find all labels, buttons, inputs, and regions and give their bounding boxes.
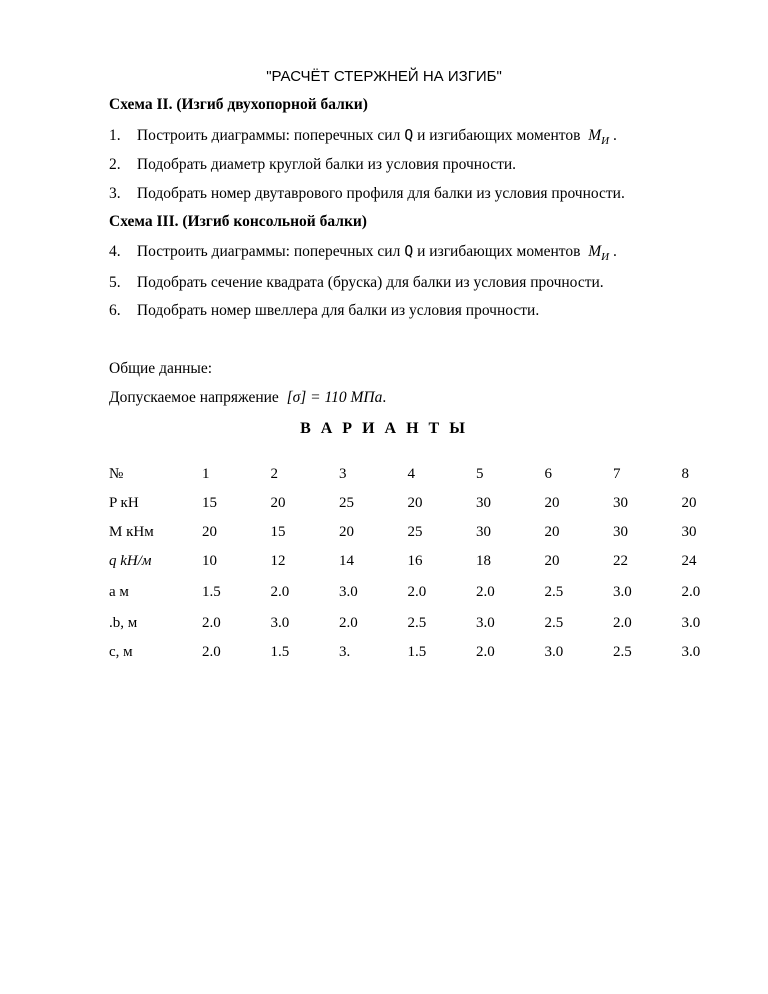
table-cell: 25 <box>407 524 423 540</box>
row-label: .b, м <box>109 615 138 631</box>
table-cell: 22 <box>613 553 628 569</box>
table-cell: 2.5 <box>544 584 564 600</box>
table-cell: 8 <box>681 466 689 482</box>
table-cell: 3.0 <box>681 615 701 631</box>
table-cell: 20 <box>202 524 217 540</box>
task-text: Подобрать сечение квадрата (бруска) для балки из условия прочности. <box>136 274 604 291</box>
task-end: . <box>612 127 617 144</box>
table-cell: 20 <box>339 524 354 540</box>
table-cell: 2 <box>270 466 278 482</box>
task-text: Подобрать номер двутаврового профиля для балки из условия прочности. <box>136 185 625 202</box>
task-text: Подобрать номер швеллера для балки из условия прочности. <box>136 302 540 319</box>
table-cell: 4 <box>407 466 415 482</box>
table-cell: 20 <box>270 495 286 511</box>
table-cell: 3.0 <box>544 644 564 660</box>
table-cell: 16 <box>407 553 423 569</box>
table-cell: 30 <box>476 524 491 540</box>
general-data-label: Общие данные: <box>109 360 213 377</box>
table-cell: 15 <box>270 524 286 540</box>
symbol-m: M <box>588 127 602 144</box>
table-cell: 1.5 <box>407 644 427 660</box>
table-cell: 30 <box>476 495 491 511</box>
table-row <box>109 547 750 576</box>
table-cell: 20 <box>544 553 560 569</box>
table-cell: 3. <box>339 644 351 660</box>
stress-label: Допускаемое напряжение <box>109 389 279 406</box>
row-label: c, м <box>109 644 133 660</box>
table-cell: 3.0 <box>681 644 701 660</box>
task-text: Подобрать диаметр круглой балки из условия прочности. <box>136 156 517 173</box>
table-cell: 3.0 <box>613 584 632 600</box>
symbol-m-sub: И <box>601 251 610 263</box>
table-cell: 3.0 <box>270 615 290 631</box>
table-cell: 2.5 <box>613 644 632 660</box>
table-cell: 1 <box>202 466 210 482</box>
scheme3-heading: Схема III. (Изгиб консольной балки) <box>109 213 367 230</box>
row-label: q kH/м <box>109 553 152 569</box>
table-cell: 2.0 <box>476 644 495 660</box>
table-row <box>109 489 750 518</box>
task-item-2 <box>109 156 516 174</box>
table-cell: 6 <box>544 466 552 482</box>
symbol-q: Q <box>404 242 414 260</box>
table-cell: 2.0 <box>202 644 221 660</box>
task-number: 6. <box>109 302 121 319</box>
table-row <box>109 518 750 547</box>
table-cell: 30 <box>681 524 697 540</box>
table-cell: 20 <box>544 495 560 511</box>
table-cell: 2.0 <box>202 615 221 631</box>
table-cell: 20 <box>407 495 423 511</box>
task-item-1 <box>109 126 617 145</box>
task-number: 5. <box>109 274 121 291</box>
table-cell: 2.0 <box>407 584 427 600</box>
task-text: Построить диаграммы: поперечных сил <box>136 243 401 260</box>
table-cell: 24 <box>681 553 697 569</box>
table-cell: 15 <box>202 495 217 511</box>
table-row <box>109 609 750 638</box>
row-label: M кНм <box>109 524 154 540</box>
row-label: P кН <box>109 495 139 511</box>
task-number: 3. <box>109 185 121 202</box>
document-title: "РАСЧЁТ СТЕРЖНЕЙ НА ИЗГИБ" <box>266 68 502 85</box>
symbol-m: M <box>588 243 602 260</box>
table-cell: 2.0 <box>681 584 701 600</box>
table-cell: 12 <box>270 553 286 569</box>
allowable-stress-line <box>109 389 386 407</box>
scheme2-heading: Схема II. (Изгиб двухопорной балки) <box>109 96 368 113</box>
symbol-m-sub: И <box>601 135 610 147</box>
row-label: № <box>109 466 124 482</box>
task-text-mid: и изгибающих моментов <box>417 127 581 144</box>
task-text-mid: и изгибающих моментов <box>417 243 581 260</box>
table-cell: 2.0 <box>613 615 632 631</box>
table-cell: 2.5 <box>544 615 564 631</box>
task-item-4 <box>109 242 617 261</box>
task-item-5 <box>109 274 604 292</box>
table-cell: 10 <box>202 553 217 569</box>
task-number: 4. <box>109 243 121 260</box>
task-item-6 <box>109 302 539 320</box>
table-row <box>109 460 750 489</box>
stress-formula: [σ] = 110 <box>286 389 347 406</box>
table-cell: 5 <box>476 466 484 482</box>
table-cell: 18 <box>476 553 491 569</box>
table-cell: 3.0 <box>339 584 358 600</box>
stress-end: . <box>382 389 387 406</box>
table-cell: 20 <box>544 524 560 540</box>
table-cell: 2.0 <box>270 584 290 600</box>
table-cell: 3.0 <box>476 615 495 631</box>
table-cell: 1.5 <box>270 644 290 660</box>
variants-table <box>109 460 750 667</box>
task-item-3 <box>109 185 625 203</box>
row-label: a м <box>109 584 129 600</box>
table-cell: 20 <box>681 495 697 511</box>
stress-unit: МПа <box>350 389 383 406</box>
variants-heading: В А Р И А Н Т Ы <box>300 420 468 437</box>
table-cell: 2.0 <box>339 615 358 631</box>
table-cell: 14 <box>339 553 354 569</box>
table-cell: 30 <box>613 495 628 511</box>
table-cell: 1.5 <box>202 584 221 600</box>
table-cell: 25 <box>339 495 354 511</box>
table-cell: 3 <box>339 466 347 482</box>
symbol-q: Q <box>404 126 414 144</box>
table-cell: 30 <box>613 524 628 540</box>
table-cell: 2.5 <box>407 615 427 631</box>
task-number: 1. <box>109 127 121 144</box>
table-cell: 2.0 <box>476 584 495 600</box>
table-row <box>109 638 750 667</box>
task-end: . <box>612 243 617 260</box>
table-row <box>109 576 750 609</box>
task-text: Построить диаграммы: поперечных сил <box>136 127 401 144</box>
table-cell: 7 <box>613 466 621 482</box>
task-number: 2. <box>109 156 121 173</box>
